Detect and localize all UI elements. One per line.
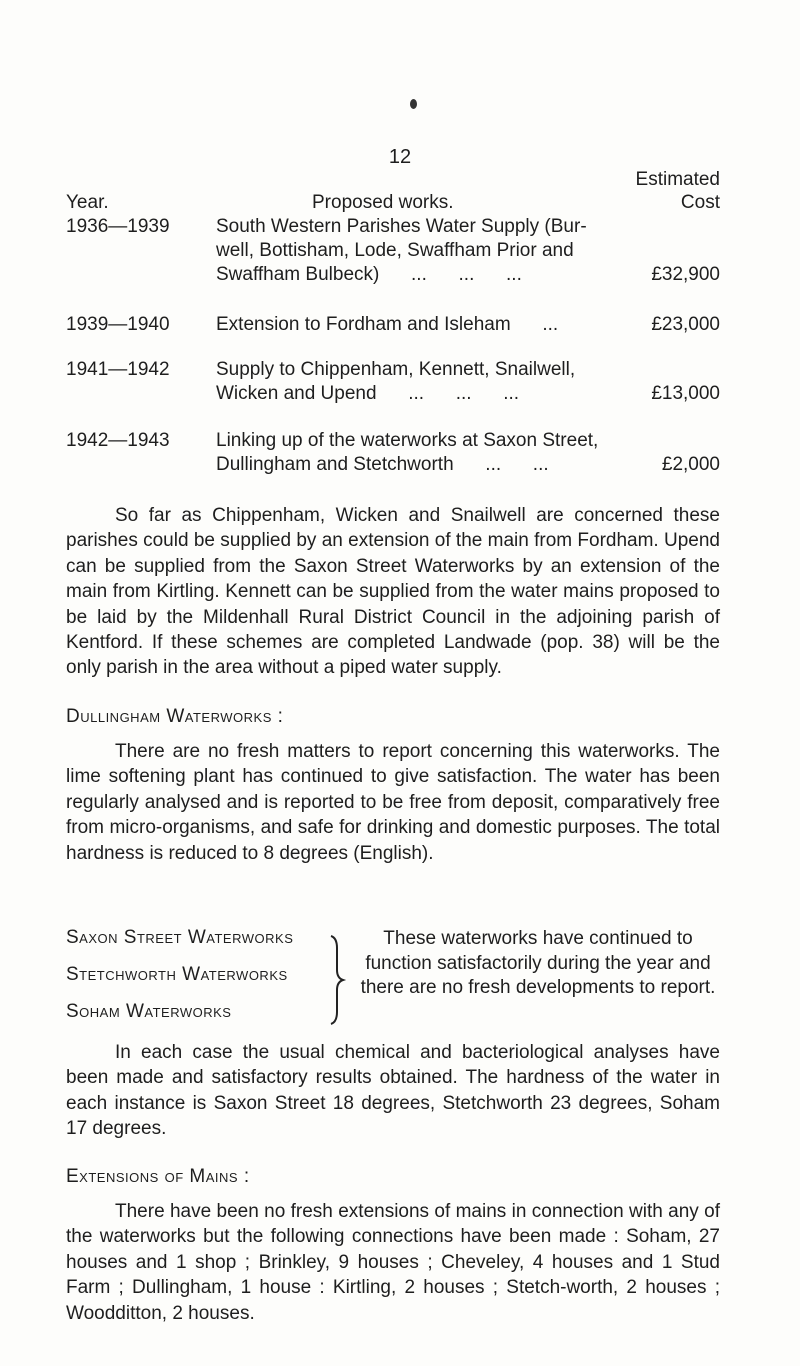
table-row-year: 1942—1943 [66, 430, 170, 451]
table-row-year: 1939—1940 [66, 314, 170, 335]
table-row-year: 1936—1939 [66, 216, 170, 237]
estimated-header: Estimated [635, 169, 720, 190]
paragraph-extensions: There have been no fresh extensions of mains in connection with any of the waterworks but the following connections have been made : Soham, 27 houses and 1 shop ; Brinkley, 9 houses ; Cheveley, 4 houses and 1 Stud Farm ; Dullingham, 1 house : Kirtling, 2 houses ; Stetch-worth, 2 houses ; Woodditton, 2 houses. [66, 1201, 720, 1324]
waterworks-saxon-street: Saxon Street Waterworks [66, 927, 294, 948]
table-row-cost: £2,000 [661, 454, 720, 475]
works-header: Proposed works. [312, 192, 454, 213]
waterworks-soham: Soham Waterworks [66, 1001, 232, 1022]
waterworks-stetchworth: Stetchworth Waterworks [66, 964, 288, 985]
cost-header: Cost [680, 192, 720, 213]
table-row-cost: £13,000 [651, 383, 720, 404]
table-row-cost: £32,900 [651, 264, 720, 285]
waterworks-note: These waterworks have continued to function satisfactorily during the year and there are no fresh developments to report. [360, 928, 716, 998]
table-row-desc: Extension to Fordham and Isleham ... [216, 314, 559, 335]
table-row-desc: Linking up of the waterworks at Saxon Street, Dullingham and Stetchworth ... ... [216, 430, 599, 475]
bullet-mark [410, 99, 417, 109]
heading-extensions: Extensions of Mains : [66, 1166, 250, 1187]
table-row-cost: £23,000 [651, 314, 720, 335]
paragraph-supply: So far as Chippenham, Wicken and Snailwell are concerned these parishes could be supplied by an extension of the main from Fordham. Upend can be supplied from the Saxon Street Waterworks by an extension of the main from Kirtling. Kennett can be supplied from the water mains proposed to be laid by the Mildenhall Rural District Council in the adjoining parish of Kentford. If these schemes are completed Landwade (pop. 38) will be the only parish in the area without a piped water supply. [66, 505, 720, 679]
heading-dullingham: Dullingham Waterworks : [66, 706, 284, 727]
brace-icon [327, 934, 347, 1026]
paragraph-analyses: In each case the usual chemical and bacteriological analyses have been made and satisfactory results obtained. The hardness of the water in each instance is Saxon Street 18 degrees, Stetchworth 23 degrees, Soham 17 degrees. [66, 1042, 720, 1140]
table-row-desc: South Western Parishes Water Supply (Bur- well, Bottisham, Lode, Swaffham Prior and Swaffham Bulbeck) ... ... ... [216, 216, 587, 285]
table-row-desc: Supply to Chippenham, Kennett, Snailwell, Wicken and Upend ... ... ... [216, 359, 576, 404]
paragraph-dullingham: There are no fresh matters to report concerning this waterworks. The lime softening plant has continued to give satisfaction. The water has been regularly analysed and is reported to be free from deposit, comparatively free from micro-organisms, and safe for drinking and domestic purposes. The total hardness is reduced to 8 degrees (English). [66, 741, 720, 864]
table-row-year: 1941—1942 [66, 359, 170, 380]
year-header: Year. [66, 192, 109, 213]
page-number: 12 [388, 146, 412, 168]
